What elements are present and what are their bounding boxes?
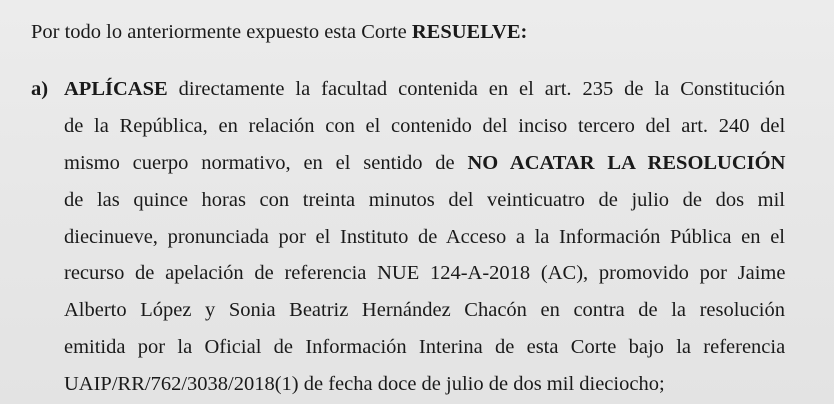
line-text: de las quince horas con treinta minutos del veinticuatro de julio de dos mil <box>64 188 785 211</box>
intro-paragraph <box>31 14 527 50</box>
text-line <box>64 182 785 219</box>
text-line <box>64 255 785 292</box>
text-line <box>64 292 785 329</box>
bold-no-acatar: NO ACATAR LA RESOLUCIÓN <box>467 151 786 174</box>
text-line <box>64 219 785 256</box>
text-line <box>64 366 785 403</box>
text-line <box>64 145 785 182</box>
text-line <box>64 108 785 145</box>
line-text: de la República, en relación con el contenido del inciso tercero del art. 240 del <box>64 114 786 137</box>
line-text: diecinueve, pronunciada por el Instituto de Acceso a la Información Pública en el <box>64 225 785 248</box>
intro-text: Por todo lo anteriormente expuesto esta Corte <box>31 21 412 43</box>
line-text: mismo cuerpo normativo, en el sentido de <box>64 151 468 174</box>
line-text: directamente la facultad contenida en el art. 235 de la Constitución <box>167 78 785 100</box>
text-line <box>64 71 785 108</box>
intro-bold-resuelve: RESUELVE: <box>411 21 528 43</box>
line-text: emitida por la Oficial de Información Interina de esta Corte bajo la referencia <box>64 336 786 359</box>
line-text: recurso de apelación de referencia NUE 124-A-2018 (AC), promovido por Jaime <box>64 262 786 285</box>
text-line <box>64 329 785 366</box>
list-item-body <box>64 71 785 403</box>
bold-aplicase: APLÍCASE <box>64 78 168 100</box>
line-text: UAIP/RR/762/3038/2018(1) de fecha doce de julio de dos mil dieciocho; <box>64 373 665 396</box>
line-text: Alberto López y Sonia Beatriz Hernández Chacón en contra de la resolución <box>64 299 785 322</box>
list-item-marker: a) <box>31 78 49 100</box>
